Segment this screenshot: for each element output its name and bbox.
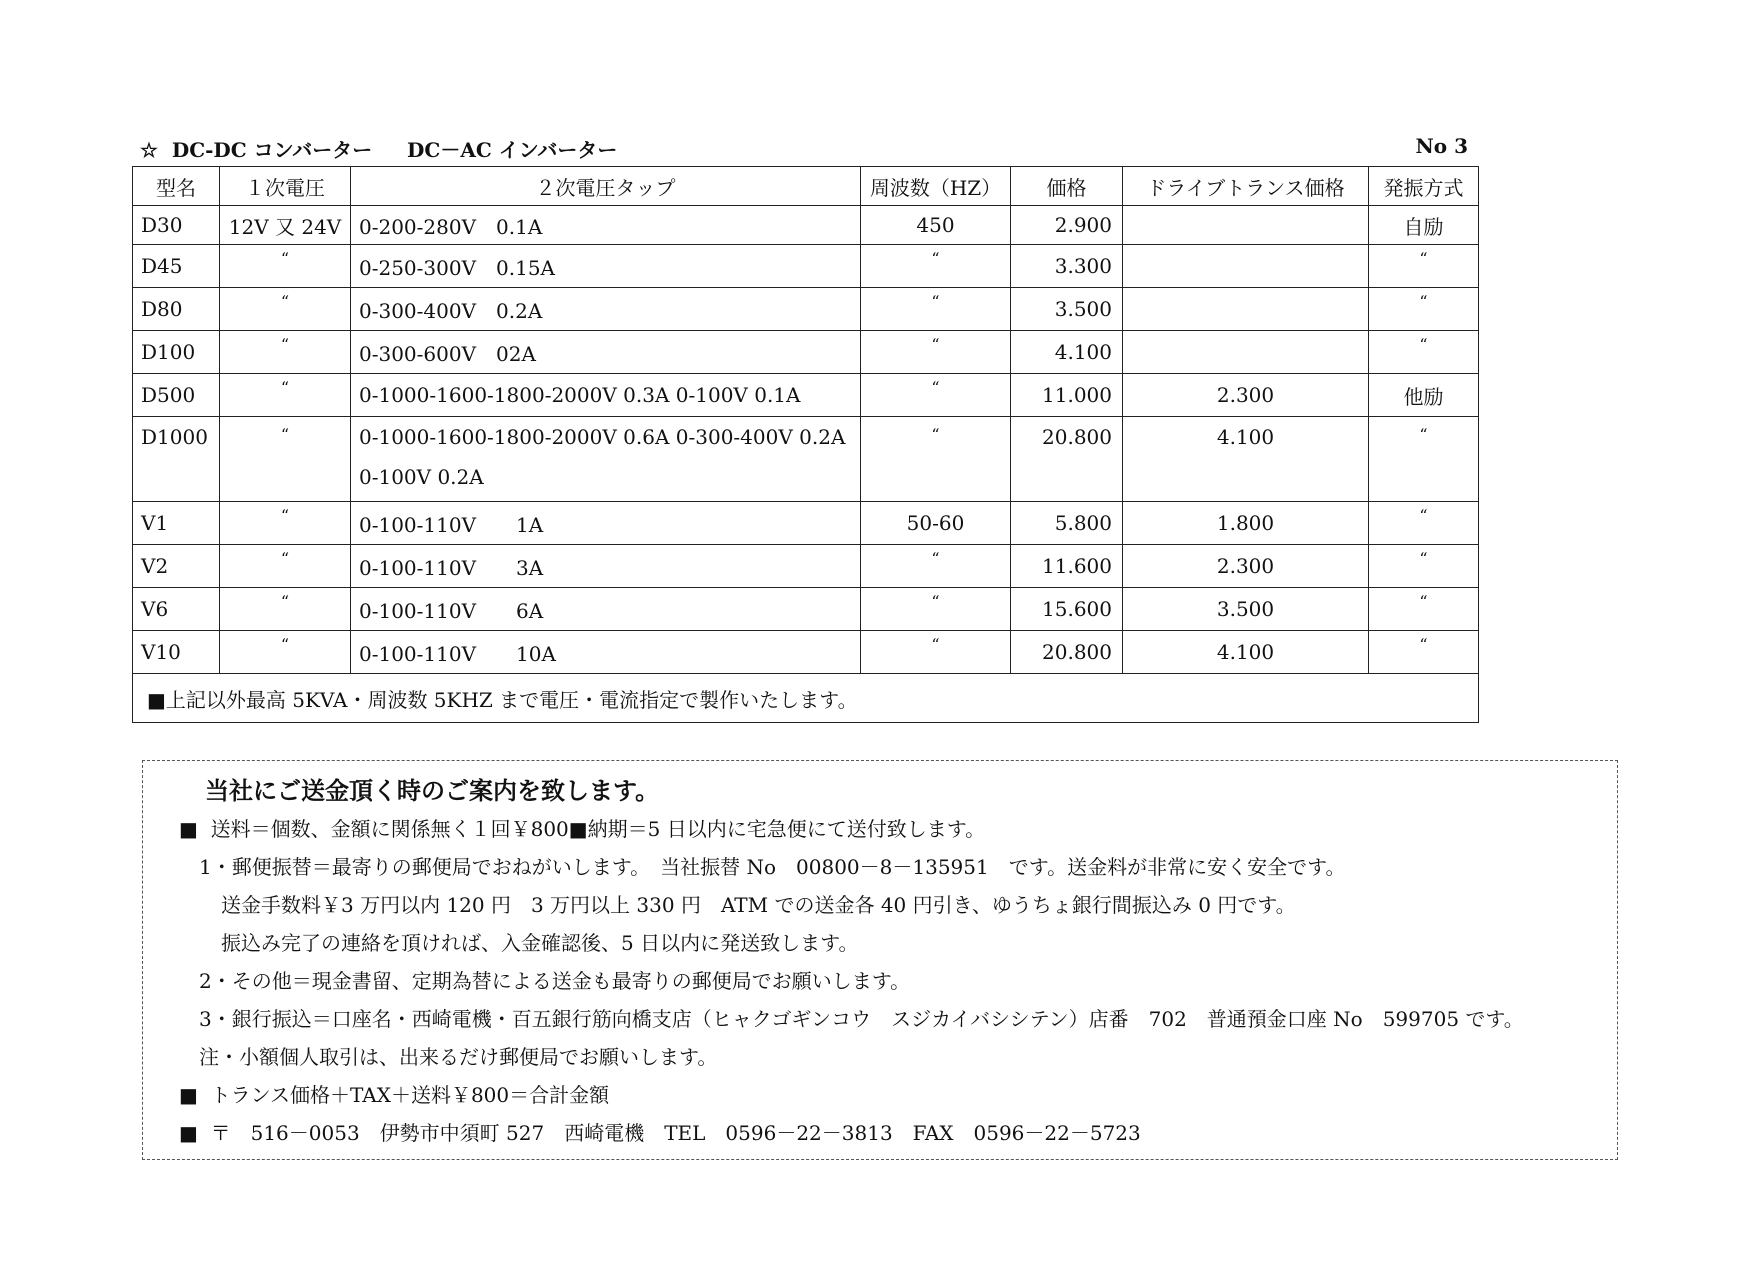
- drive-price-cell: 3.500: [1123, 588, 1369, 631]
- model-cell: D45: [133, 245, 220, 288]
- guide-line: 振込み完了の連絡を頂ければ、入金確認後、5 日以内に発送致します。: [221, 931, 859, 955]
- primary-voltage-cell: “: [220, 588, 351, 631]
- primary-voltage-cell: 12V 又 24V: [220, 206, 351, 245]
- drive-price-cell: 2.300: [1123, 545, 1369, 588]
- column-header: 発振方式: [1369, 167, 1479, 206]
- column-header: １次電圧: [220, 167, 351, 206]
- oscillation-cell: “: [1369, 245, 1479, 288]
- price-cell: 3.500: [1011, 288, 1123, 331]
- price-cell: 2.900: [1011, 206, 1123, 245]
- table-row: [133, 206, 1479, 245]
- primary-voltage-cell: “: [220, 545, 351, 588]
- frequency-cell: 450: [861, 206, 1011, 245]
- table-row: [133, 245, 1479, 288]
- price-cell: 4.100: [1011, 331, 1123, 374]
- drive-price-cell: 4.100: [1123, 631, 1369, 674]
- price-cell: 11.000: [1011, 374, 1123, 417]
- guide-line: 2・その他＝現金書留、定期為替による送金も最寄りの郵便局でお願いします。: [199, 969, 911, 993]
- table-row: [133, 502, 1479, 545]
- drive-price-cell: [1123, 331, 1369, 374]
- primary-voltage-cell: “: [220, 502, 351, 545]
- page-header: [140, 134, 1468, 160]
- secondary-tap-cell: 0-1000-1600-1800-2000V 0.3A 0-100V 0.1A: [351, 374, 861, 417]
- primary-voltage-cell: “: [220, 245, 351, 288]
- model-cell: V1: [133, 502, 220, 545]
- table-row: [133, 545, 1479, 588]
- table-row: [133, 288, 1479, 331]
- secondary-tap-cell: 0-100-110V 1A: [351, 502, 861, 545]
- model-cell: D500: [133, 374, 220, 417]
- drive-price-cell: [1123, 206, 1369, 245]
- column-header: ドライブトランス価格: [1123, 167, 1369, 206]
- model-cell: D80: [133, 288, 220, 331]
- drive-price-cell: [1123, 245, 1369, 288]
- secondary-tap-cell: 0-300-400V 0.2A: [351, 288, 861, 331]
- secondary-tap-cell: 0-1000-1600-1800-2000V 0.6A 0-300-400V 0.2A 0-100V 0.2A: [351, 417, 861, 502]
- model-cell: D100: [133, 331, 220, 374]
- oscillation-cell: 他励: [1369, 374, 1479, 417]
- drive-price-cell: 1.800: [1123, 502, 1369, 545]
- secondary-tap-cell: 0-100-110V 6A: [351, 588, 861, 631]
- frequency-cell: “: [861, 374, 1011, 417]
- table-row: [133, 331, 1479, 374]
- table-header-row: [133, 167, 1479, 206]
- oscillation-cell: “: [1369, 502, 1479, 545]
- primary-voltage-cell: “: [220, 331, 351, 374]
- price-cell: 11.600: [1011, 545, 1123, 588]
- guide-line: 注・小額個人取引は、出来るだけ郵便局でお願いします。: [199, 1045, 718, 1069]
- frequency-cell: “: [861, 245, 1011, 288]
- table-row: [133, 374, 1479, 417]
- model-cell: V2: [133, 545, 220, 588]
- oscillation-cell: “: [1369, 545, 1479, 588]
- column-header: 周波数（HZ）: [861, 167, 1011, 206]
- guide-line: ■ トランス価格＋TAX＋送料￥800＝合計金額: [179, 1083, 610, 1107]
- guide-line: ■ 〒 516－0053 伊勢市中須町 527 西崎電機 TEL 0596－22－3813 FAX 0596－22－5723: [179, 1121, 1141, 1145]
- secondary-tap-cell: 0-100-110V 3A: [351, 545, 861, 588]
- primary-voltage-cell: “: [220, 374, 351, 417]
- column-header: 型名: [133, 167, 220, 206]
- guide-line: 送金手数料￥3 万円以内 120 円 3 万円以上 330 円 ATM での送金各 40 円引き、ゆうちょ銀行間振込み 0 円です。: [221, 893, 1296, 917]
- oscillation-cell: “: [1369, 417, 1479, 502]
- oscillation-cell: “: [1369, 288, 1479, 331]
- frequency-cell: 50-60: [861, 502, 1011, 545]
- price-cell: 15.600: [1011, 588, 1123, 631]
- page-title: ☆ DC-DC コンバーター DC－AC インバーター: [140, 138, 618, 162]
- price-cell: 20.800: [1011, 631, 1123, 674]
- table-row: [133, 631, 1479, 674]
- table-note-row: [133, 674, 1479, 723]
- payment-guide-box: [142, 760, 1618, 1160]
- frequency-cell: “: [861, 631, 1011, 674]
- guide-line: 3・銀行振込＝口座名・西崎電機・百五銀行筋向橋支店（ヒャクゴギンコウ スジカイバシシテン）店番 702 普通預金口座 No 599705 です。: [199, 1007, 1524, 1031]
- primary-voltage-cell: “: [220, 417, 351, 502]
- table-note: ■上記以外最高 5KVA・周波数 5KHZ まで電圧・電流指定で製作いたします。: [133, 674, 1479, 723]
- model-cell: V10: [133, 631, 220, 674]
- drive-price-cell: [1123, 288, 1369, 331]
- model-cell: D30: [133, 206, 220, 245]
- model-cell: D1000: [133, 417, 220, 502]
- secondary-tap-cell: 0-300-600V 02A: [351, 331, 861, 374]
- frequency-cell: “: [861, 417, 1011, 502]
- primary-voltage-cell: “: [220, 631, 351, 674]
- oscillation-cell: “: [1369, 631, 1479, 674]
- frequency-cell: “: [861, 288, 1011, 331]
- oscillation-cell: “: [1369, 588, 1479, 631]
- secondary-tap-cell: 0-100-110V 10A: [351, 631, 861, 674]
- page-number: No 3: [1415, 134, 1468, 158]
- secondary-tap-cell: 0-250-300V 0.15A: [351, 245, 861, 288]
- price-cell: 20.800: [1011, 417, 1123, 502]
- primary-voltage-cell: “: [220, 288, 351, 331]
- oscillation-cell: 自励: [1369, 206, 1479, 245]
- model-cell: V6: [133, 588, 220, 631]
- drive-price-cell: 4.100: [1123, 417, 1369, 502]
- oscillation-cell: “: [1369, 331, 1479, 374]
- price-cell: 5.800: [1011, 502, 1123, 545]
- guide-title: 当社にご送金頂く時のご案内を致します。: [205, 776, 660, 805]
- spec-table: [132, 166, 1479, 723]
- column-header: ２次電圧タップ: [351, 167, 861, 206]
- frequency-cell: “: [861, 588, 1011, 631]
- table-row: [133, 417, 1479, 502]
- drive-price-cell: 2.300: [1123, 374, 1369, 417]
- secondary-tap-cell: 0-200-280V 0.1A: [351, 206, 861, 245]
- price-cell: 3.300: [1011, 245, 1123, 288]
- table-row: [133, 588, 1479, 631]
- frequency-cell: “: [861, 545, 1011, 588]
- guide-line: ■ 送料＝個数、金額に関係無く１回￥800■納期＝5 日以内に宅急便にて送付致します。: [179, 817, 986, 841]
- frequency-cell: “: [861, 331, 1011, 374]
- guide-line: 1・郵便振替＝最寄りの郵便局でおねがいします。 当社振替 No 00800－8－135951 です。送金料が非常に安く安全です。: [199, 855, 1346, 879]
- column-header: 価格: [1011, 167, 1123, 206]
